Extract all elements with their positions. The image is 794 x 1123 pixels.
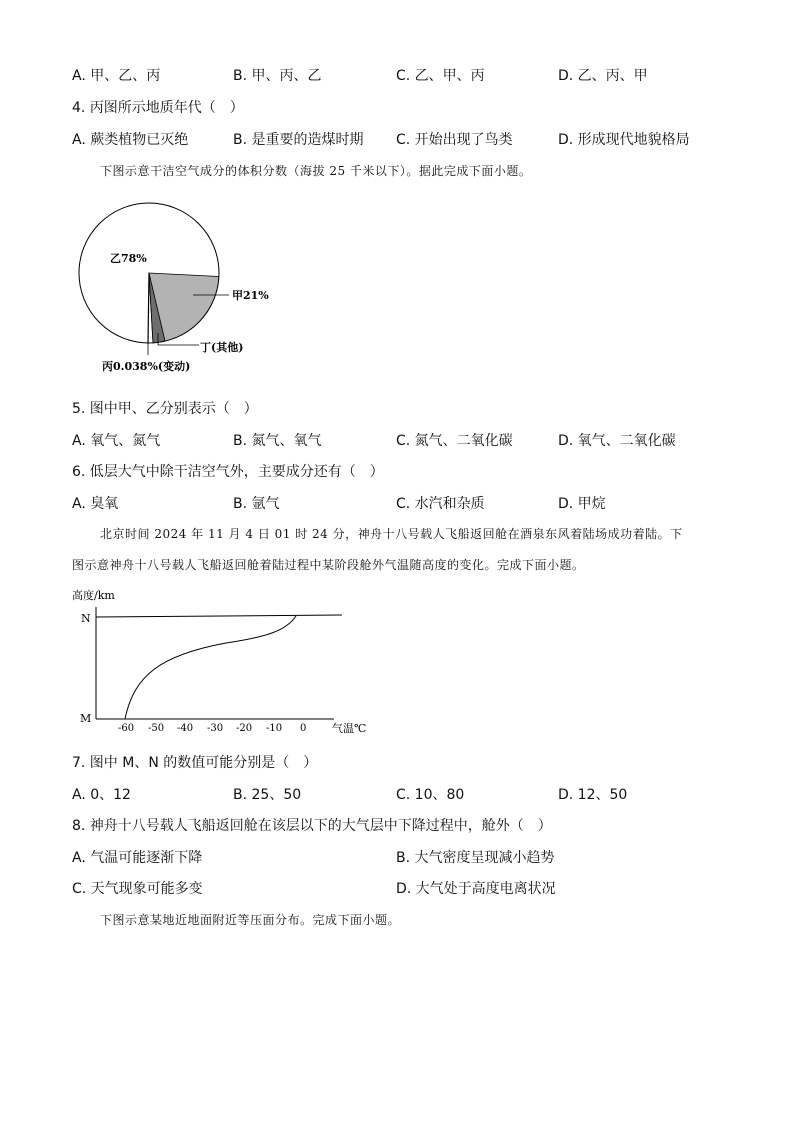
q5-stem: 5. 图中甲、乙分别表示（ ） [72, 401, 258, 417]
x-tick-label: -60 [118, 723, 135, 734]
q5-options [0, 429, 794, 453]
q5-option-a[interactable]: A. 氧气、氮气 [72, 433, 161, 449]
q6-option-d[interactable]: D. 甲烷 [558, 496, 606, 512]
q7-option-d[interactable]: D. 12、50 [558, 787, 628, 803]
q5-option-b[interactable]: B. 氮气、氧气 [233, 433, 322, 449]
pie-label-yi: 乙78% [110, 252, 147, 265]
q8-option-b[interactable]: B. 大气密度呈现减小趋势 [396, 850, 555, 866]
q3-option-c[interactable]: C. 乙、甲、丙 [396, 68, 485, 84]
q4-option-a[interactable]: A. 蕨类植物已灭绝 [72, 132, 189, 148]
air-composition-pie-figure [72, 196, 312, 386]
q4-stem-line [0, 96, 794, 120]
x-tick-labels [118, 723, 306, 734]
q6-option-c[interactable]: C. 水汽和杂质 [396, 496, 485, 512]
q8-options-row1 [0, 846, 794, 870]
q6-option-a[interactable]: A. 臭氧 [72, 496, 119, 512]
q7-stem: 7. 图中 M、N 的数值可能分别是（ ） [72, 755, 318, 771]
q8-option-c[interactable]: C. 天气现象可能多变 [72, 881, 203, 897]
q4-options [0, 128, 794, 152]
x-tick-label: -30 [207, 723, 224, 734]
pie-label-ding: 丁(其他) [200, 341, 244, 354]
q8-options-row2 [0, 877, 794, 901]
q3-option-d[interactable]: D. 乙、丙、甲 [558, 68, 648, 84]
q7-option-a[interactable]: A. 0、12 [72, 787, 131, 803]
intro-isobaric-surface: 下图示意某地近地面附近等压面分布。完成下面小题。 [100, 913, 401, 927]
q8-stem-line [0, 814, 794, 838]
q6-stem: 6. 低层大气中除干洁空气外，主要成分还有（ ） [72, 464, 384, 480]
q4-option-c[interactable]: C. 开始出现了鸟类 [396, 132, 513, 148]
q3-option-b[interactable]: B. 甲、丙、乙 [233, 68, 322, 84]
q5-option-c[interactable]: C. 氮气、二氧化碳 [396, 433, 513, 449]
chart-y-axis-label: 高度/km [72, 589, 115, 602]
chart-m-label: M [80, 712, 92, 725]
q8-stem: 8. 神舟十八号载人飞船返回舱在该层以下的大气层中下降过程中，舱外（ ） [72, 818, 552, 834]
chart-n-level-line [96, 615, 342, 617]
temperature-altitude-figure [66, 585, 386, 740]
q7-options [0, 783, 794, 807]
q4-option-b[interactable]: B. 是重要的造煤时期 [233, 132, 364, 148]
intro-shenzhou-line2: 图示意神舟十八号载人飞船返回舱着陆过程中某阶段舱外气温随高度的变化。完成下面小题。 [72, 558, 585, 572]
q7-stem-line [0, 751, 794, 775]
intro-air-composition: 下图示意干洁空气成分的体积分数（海拔 25 千米以下）。据此完成下面小题。 [100, 164, 532, 178]
intro-shenzhou-line1: 北京时间 2024 年 11 月 4 日 01 时 24 分，神舟十八号载人飞船返回舱在酒泉东风着陆场成功着陆。下 [100, 527, 683, 541]
x-tick-label: -40 [177, 723, 194, 734]
pie-label-bing: 丙0.038%(变动) [102, 360, 191, 373]
q6-stem-line [0, 460, 794, 484]
x-tick-label: 0 [300, 723, 307, 734]
q8-option-d[interactable]: D. 大气处于高度电离状况 [396, 881, 556, 897]
q3-option-a[interactable]: A. 甲、乙、丙 [72, 68, 161, 84]
q8-option-a[interactable]: A. 气温可能逐渐下降 [72, 850, 203, 866]
x-tick-label: -20 [236, 723, 253, 734]
q7-option-b[interactable]: B. 25、50 [233, 787, 302, 803]
q6-option-b[interactable]: B. 氩气 [233, 496, 280, 512]
chart-x-axis-label: 气温℃ [332, 722, 367, 735]
q7-option-c[interactable]: C. 10、80 [396, 787, 465, 803]
temperature-curve [125, 616, 296, 719]
q3-options [0, 64, 794, 88]
pie-label-jia: 甲21% [232, 289, 269, 302]
q5-option-d[interactable]: D. 氧气、二氧化碳 [558, 433, 676, 449]
q4-option-d[interactable]: D. 形成现代地貌格局 [558, 132, 690, 148]
x-tick-label: -50 [148, 723, 165, 734]
q5-stem-line [0, 397, 794, 421]
chart-n-label: N [81, 612, 91, 625]
q4-stem: 4. 丙图所示地质年代（ ） [72, 100, 244, 116]
x-tick-label: -10 [266, 723, 283, 734]
q6-options [0, 492, 794, 516]
